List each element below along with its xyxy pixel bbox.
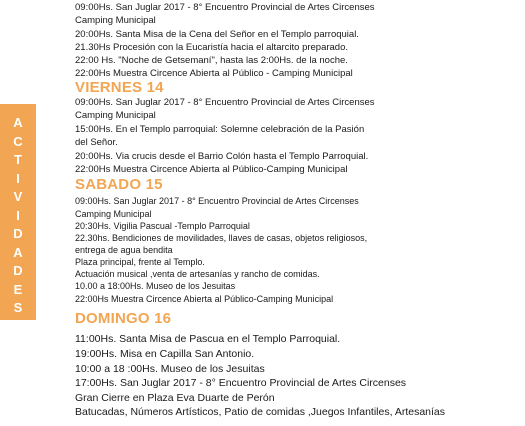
day-heading-saturday: SABADO 15 bbox=[75, 176, 163, 193]
schedule-line: Camping Municipal bbox=[75, 209, 152, 219]
schedule-line: Camping Municipal bbox=[75, 110, 156, 121]
schedule-line: 09:00Hs. San Juglar 2017 - 8° Encuentro Provincial de Artes Circenses bbox=[75, 196, 359, 206]
sidebar-letter: T bbox=[14, 152, 22, 167]
schedule-line: 09:00Hs. San Juglar 2017 - 8° Encuentro Provincial de Artes Circenses bbox=[75, 97, 375, 108]
schedule-line: Camping Municipal bbox=[75, 15, 156, 26]
schedule-line: 19:00Hs. Misa en Capilla San Antonio. bbox=[75, 348, 255, 360]
schedule-line: Plaza principal, frente al Templo. bbox=[75, 257, 205, 267]
schedule-line: 22:00Hs Muestra Circence Abierta al Público-Camping Municipal bbox=[75, 294, 334, 304]
schedule-line: Batucadas, Números Artísticos, Patio de comidas ,Juegos Infantiles, Artesanías bbox=[75, 406, 446, 418]
schedule-line: 15:00Hs. En el Templo parroquial: Solemne celebración de la Pasión bbox=[75, 124, 365, 135]
schedule-line: 20:00Hs. Santa Misa de la Cena del Señor en el Templo parroquial. bbox=[75, 29, 359, 40]
schedule-line: 21.30Hs Procesión con la Eucaristía hacia el altarcito preparado. bbox=[75, 42, 349, 53]
sidebar-letter: I bbox=[16, 207, 20, 223]
sidebar-letter: V bbox=[13, 189, 23, 204]
sidebar-letter: A bbox=[13, 244, 23, 260]
sidebar-letter: D bbox=[13, 226, 23, 241]
schedule-line: 22:00Hs Muestra Circence Abierta al Público-Camping Municipal bbox=[75, 164, 348, 175]
schedule-line: 22.30hs. Bendiciones de movilidades, llaves de casas, objetos religiosos, bbox=[75, 233, 368, 243]
sidebar-letter: E bbox=[13, 281, 23, 297]
sidebar-letter: I bbox=[16, 170, 20, 186]
schedule-line: Actuación musical ,venta de artesanías y rancho de comidas. bbox=[75, 269, 320, 279]
sidebar-letter: S bbox=[13, 300, 23, 315]
sidebar-letter: A bbox=[13, 115, 23, 130]
day-heading-friday: VIERNES 14 bbox=[75, 79, 164, 96]
activities-sidebar bbox=[0, 104, 36, 320]
schedule-line: 20:30Hs. Vigilia Pascual -Templo Parroquial bbox=[75, 221, 250, 231]
schedule-line: entrega de agua bendita bbox=[75, 245, 173, 255]
schedule-line: 22:00 Hs. "Noche de Getsemaní", hasta las 2:00Hs. de la noche. bbox=[75, 55, 348, 66]
schedule-line: 17:00Hs. San Juglar 2017 - 8° Encuentro Provincial de Artes Circenses bbox=[75, 377, 407, 389]
schedule-line: 22:00Hs Muestra Circence Abierta al Público - Camping Municipal bbox=[75, 68, 353, 79]
schedule-line: 20:00Hs. Via crucis desde el Barrio Colón hasta el Templo Parroquial. bbox=[75, 151, 369, 162]
schedule-line: 10:00 a 18 :00Hs. Museo de los Jesuitas bbox=[75, 363, 265, 375]
schedule-line: 09:00Hs. San Juglar 2017 - 8° Encuentro Provincial de Artes Circenses bbox=[75, 2, 375, 13]
schedule-line: Gran Cierre en Plaza Eva Duarte de Perón bbox=[75, 392, 275, 404]
schedule-line: del Señor. bbox=[75, 137, 118, 148]
sidebar-letter: C bbox=[13, 133, 23, 149]
schedule-line: 10.00 a 18:00Hs. Museo de los Jesuitas bbox=[75, 281, 236, 291]
day-heading-sunday: DOMINGO 16 bbox=[75, 310, 172, 327]
sidebar-letter: D bbox=[13, 263, 23, 278]
schedule-line: 11:00Hs. Santa Misa de Pascua en el Templo Parroquial. bbox=[75, 333, 341, 345]
